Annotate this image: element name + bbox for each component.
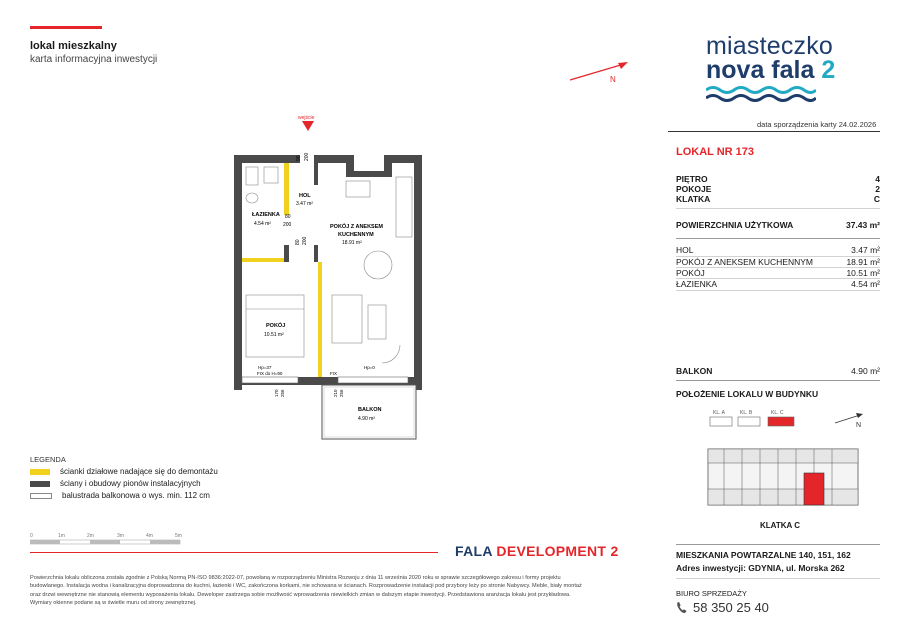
document-subtitle: karta informacyjna inwestycji — [30, 54, 158, 65]
window-dim-256: 256 — [280, 389, 285, 397]
legend-item-structural: ściany i obudowy pionów instalacyjnych — [30, 479, 201, 488]
usable-area-row: POWIERZCHNIA UŻYTKOWA 37.43 m² — [676, 220, 880, 230]
room-row-room: POKÓJ 10.51 m² — [676, 268, 880, 278]
room-area: 10.51 m² — [264, 332, 284, 338]
floor-plan — [200, 115, 440, 445]
building-location-plan — [700, 403, 880, 523]
attr-row-staircase: KLATKA C — [676, 194, 880, 204]
divider — [676, 380, 880, 381]
entrance-label: wejście — [298, 115, 315, 121]
balcony-label: BALKON — [358, 407, 382, 413]
header-accent-line — [30, 26, 102, 29]
room-row-living: POKÓJ Z ANEKSEM KUCHENNYM 18.91 m² — [676, 257, 880, 267]
entrance-arrow-icon — [302, 121, 314, 131]
sales-phone[interactable]: 58 350 25 40 — [693, 600, 769, 615]
brand-logo-line2 — [706, 56, 835, 85]
brand-number: 2 — [821, 56, 836, 84]
svg-text:5m: 5m — [175, 533, 182, 539]
brand-waves-icon — [706, 86, 816, 102]
room-row-hol: HOL 3.47 m² — [676, 245, 880, 255]
attr-row-rooms: POKOJE 2 — [676, 184, 880, 194]
highlighted-unit — [804, 473, 824, 505]
door-dim-80: 80 — [285, 214, 291, 220]
window-fix-label: FIX do H=90 — [257, 371, 283, 376]
brand-logo-line1: miasteczko — [706, 32, 834, 60]
legend-swatch — [30, 481, 50, 487]
plan-compass-icon — [566, 58, 636, 86]
door-dim-200b: 200 — [283, 222, 292, 228]
window-dim-170: 170 — [274, 389, 279, 397]
hol-area: 3.47 m² — [296, 201, 313, 207]
door-dim-210: 210 — [333, 389, 338, 397]
kl-b-label: KL. B — [740, 410, 753, 416]
footer-accent-line — [30, 552, 438, 553]
door-dim-80b: 80 — [295, 239, 301, 245]
scale-bar — [30, 531, 190, 547]
svg-text:4m: 4m — [146, 533, 153, 539]
developer-logo: FALA DEVELOPMENT 2 — [455, 543, 619, 559]
hol-label: HOL — [299, 193, 311, 199]
window-hp-label: Hp=37 — [258, 365, 272, 370]
door-dim-256: 256 — [339, 389, 344, 397]
phone-icon — [676, 601, 688, 614]
legend-item-demolish: ścianki działowe nadające się do demontażu — [30, 467, 218, 476]
investment-address: Adres inwestycji: GDYNIA, ul. Morska 262 — [676, 563, 845, 573]
attr-row-floor: PIĘTRO 4 — [676, 174, 880, 184]
date-label: data sporządzenia karty 24.02.2026 — [757, 120, 877, 129]
door-dim-200c: 200 — [302, 236, 308, 245]
legend-swatch — [30, 469, 50, 475]
position-heading: POŁOŻENIE LOKALU W BUDYNKU — [676, 389, 819, 399]
location-compass-label: N — [856, 422, 862, 429]
balcony-area: 4.90 m² — [358, 416, 375, 422]
document-title: lokal mieszkalny — [30, 40, 117, 52]
divider — [676, 290, 880, 291]
right-divider — [668, 131, 880, 132]
door-hp-label: Hp=0 — [364, 365, 375, 370]
legend-item-balustrade: balustrada balkonowa o wys. min. 112 cm — [30, 491, 210, 500]
room-row-bathroom: ŁAZIENKA 4.54 m² — [676, 279, 880, 289]
living-label-2: KUCHENNYM — [338, 232, 374, 238]
svg-text:2m: 2m — [87, 533, 94, 539]
bathroom-area: 4.54 m² — [254, 221, 271, 227]
brand-name: nova fala — [706, 56, 815, 84]
repeat-apartments: MIESZKANIA POWTARZALNE 140, 151, 162 — [676, 550, 851, 560]
disclaimer-text: Powierzchnia lokalu obliczona została zgodnie z Polską Normą PN-ISO 9836:2022-07, powołaną w rozporządzeniu Ministra Rozwoju z dnia 11 września 2020 roku w sprawie szczegółowego zakresu i formy projektu budowlanego. Instalacja wodna i kanalizacyjna doprowadzona do kuchni, łazienki i WC, zakończona korkami, nie schowana w ścianach. Rozprowadzenie instalacji pod przybory leży po stronie Nabywcy. Meble, biały montaż oraz drzwi wewnętrzne nie stanowią elementu wyposażenia lokalu. Deweloper zastrzega sobie możliwość wprowadzenia niewielkich zmian w dalszym etapie inwestycji. Przedstawiona aranżacja lokalu jest przykładowa. Wymiary okienne podane są w świetle muru od strony zewnętrznej. — [30, 575, 582, 607]
door-dim-90: 90 — [296, 155, 302, 161]
living-area: 18.91 m² — [342, 240, 362, 246]
door-dim-200: 200 — [304, 152, 310, 161]
window-fix-balcony: FIX — [330, 371, 338, 376]
staircase-label: KLATKA C — [760, 521, 800, 530]
legend-title: LEGENDA — [30, 455, 66, 464]
lokal-number: LOKAL NR 173 — [676, 146, 755, 158]
svg-text:3m: 3m — [117, 533, 124, 539]
svg-text:0: 0 — [30, 533, 33, 539]
svg-text:1m: 1m — [58, 533, 65, 539]
divider — [676, 208, 880, 209]
living-label-1: POKÓJ Z ANEKSEM — [330, 224, 383, 230]
room-label: POKÓJ — [266, 323, 286, 329]
plan-compass-label: N — [610, 75, 616, 84]
kl-c-label: KL. C — [771, 410, 784, 416]
bathroom-label: ŁAZIENKA — [252, 212, 280, 218]
kl-a-label: KL. A — [713, 410, 725, 416]
balcony-row: BALKON 4.90 m² — [676, 366, 880, 376]
divider — [676, 544, 880, 545]
legend-swatch — [30, 493, 52, 499]
divider — [676, 578, 880, 579]
sales-office-label: BIURO SPRZEDAŻY — [676, 589, 747, 598]
divider — [676, 238, 880, 239]
